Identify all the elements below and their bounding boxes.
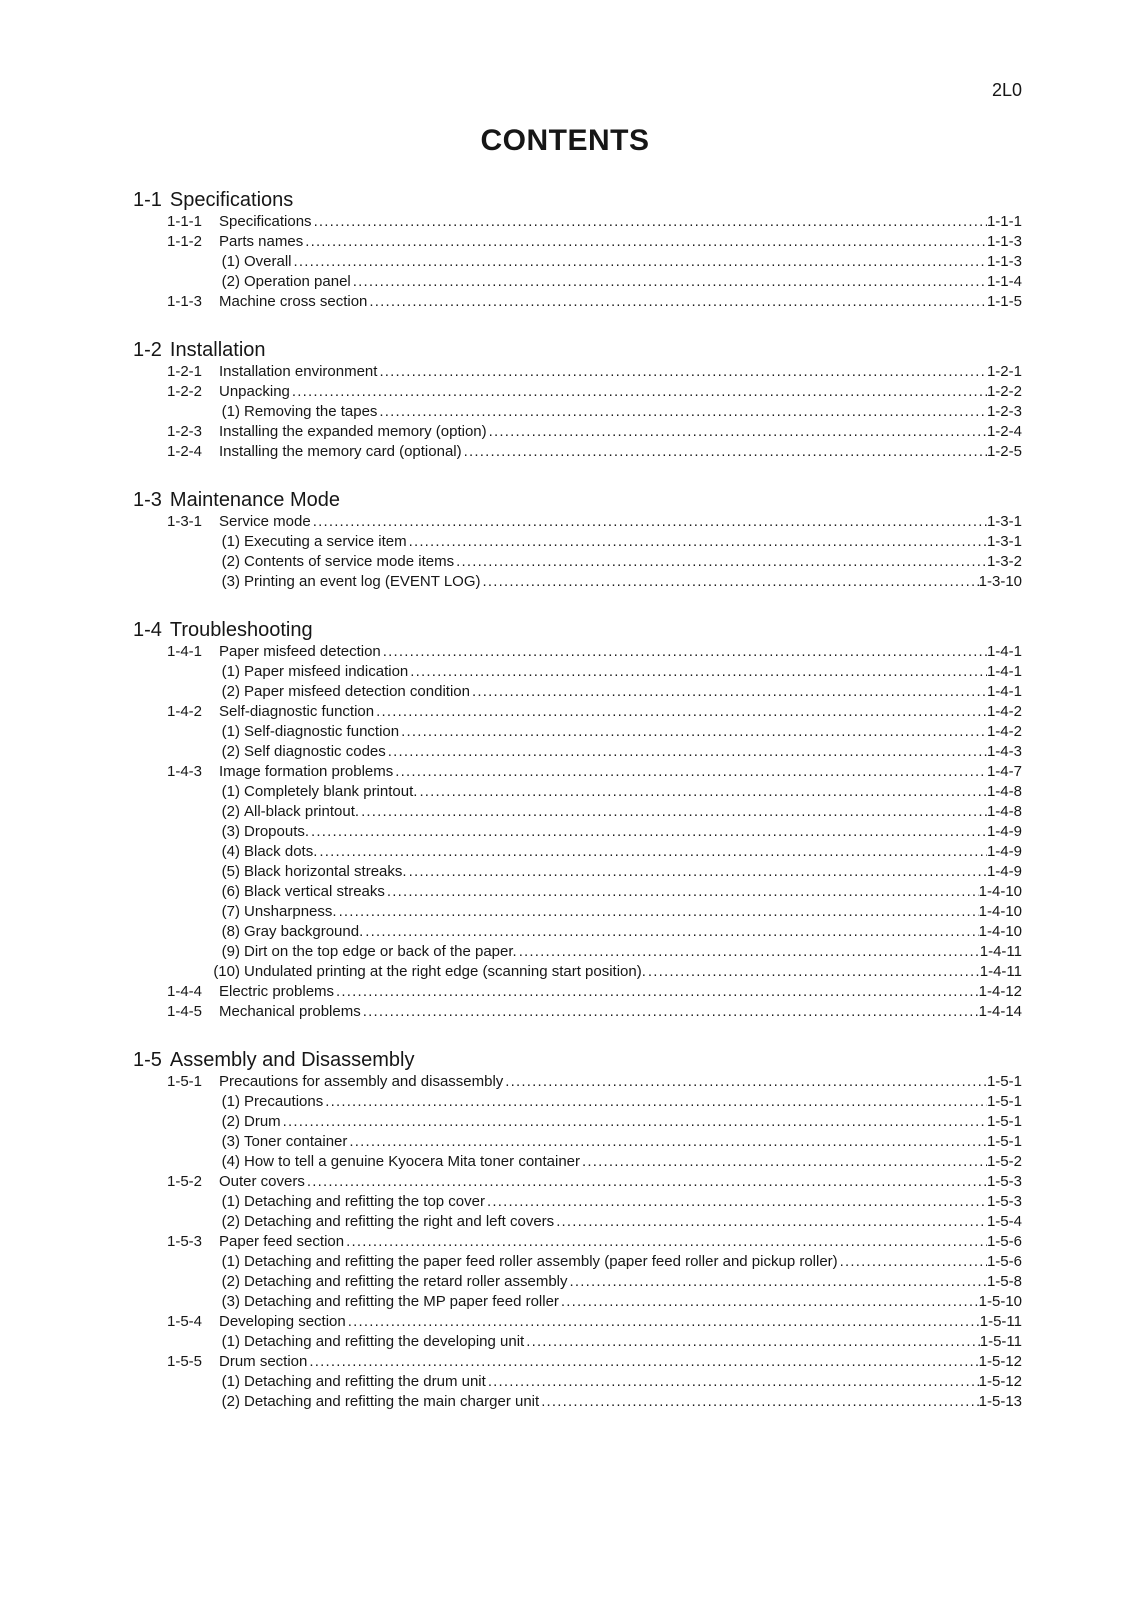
toc-section-number: 1-5: [133, 1049, 162, 1071]
toc-entry-number: 1-5-3: [167, 1233, 203, 1250]
toc-entry-number: (4): [221, 1153, 240, 1170]
toc-entry-number: 1-2-1: [167, 363, 203, 380]
toc-entry: [133, 722, 1022, 742]
toc-entry-page: 1-1-3: [986, 233, 1022, 250]
toc-leader-dots: [303, 232, 987, 252]
toc-entry-page: 1-1-3: [986, 253, 1022, 270]
toc-leader-dots: [323, 1092, 987, 1112]
toc-entry-page: 1-3-1: [986, 513, 1022, 530]
toc-entry-title: Self diagnostic codes: [244, 743, 386, 760]
toc-entry: [133, 802, 1022, 822]
toc-entry-title: Parts names: [219, 233, 304, 250]
toc-entry: [133, 1112, 1022, 1132]
toc-leader-dots: [281, 1112, 987, 1132]
toc-entry-title: Contents of service mode items: [244, 553, 455, 570]
toc-leader-dots: [646, 962, 980, 982]
toc-entry: [133, 1232, 1022, 1252]
toc-leader-dots: [539, 1392, 978, 1412]
toc-section-heading: [133, 188, 1022, 212]
toc-leader-dots: [351, 272, 987, 292]
toc-leader-dots: [307, 1352, 978, 1372]
toc-entry-page: 1-5-6: [986, 1253, 1022, 1270]
toc-section: [133, 488, 1022, 592]
toc-entry: [133, 1272, 1022, 1292]
toc-entry-page: 1-5-11: [979, 1313, 1022, 1330]
toc-entry-number: (2): [221, 273, 240, 290]
toc-section-number: 1-2: [133, 339, 162, 361]
toc-entry: [133, 272, 1022, 292]
toc-entry-page: 1-5-12: [978, 1353, 1022, 1370]
toc-entry-title: Black dots.: [244, 843, 318, 860]
toc-leader-dots: [309, 822, 987, 842]
toc-entry-number: (1): [221, 1093, 240, 1110]
toc-leader-dots: [417, 782, 987, 802]
toc-entry-title: Completely blank printout.: [244, 783, 418, 800]
toc-section-title: Maintenance Mode: [169, 489, 341, 511]
toc-entry-title: Undulated printing at the right edge (scanning start position).: [244, 963, 646, 980]
toc-leader-dots: [486, 1372, 979, 1392]
toc-entry: [133, 922, 1022, 942]
toc-entry-title: Paper misfeed detection condition: [244, 683, 470, 700]
toc-entry: [133, 1152, 1022, 1172]
toc-leader-dots: [334, 982, 979, 1002]
toc-entry: [133, 1002, 1022, 1022]
toc-entry: [133, 382, 1022, 402]
toc-entry: [133, 1392, 1022, 1412]
toc-entry: [133, 1072, 1022, 1092]
toc-entry-page: 1-5-4: [986, 1213, 1022, 1230]
toc-entry-title: Drum: [244, 1113, 281, 1130]
toc-entry: [133, 1352, 1022, 1372]
toc-entry-title: Paper feed section: [219, 1233, 345, 1250]
toc-entry-title: Developing section: [219, 1313, 346, 1330]
toc-entry-number: 1-3-1: [167, 513, 203, 530]
toc-section: [133, 338, 1022, 462]
toc-entry-title: Gray background.: [244, 923, 364, 940]
toc-entry-page: 1-2-3: [986, 403, 1022, 420]
toc-entry-title: Drum section: [219, 1353, 308, 1370]
toc-entry-page: 1-4-11: [979, 963, 1022, 980]
toc-leader-dots: [399, 722, 987, 742]
toc-entry-number: (3): [221, 1293, 240, 1310]
toc-entry-number: (8): [221, 923, 240, 940]
toc-entry-title: Toner container: [244, 1133, 348, 1150]
toc-entry-title: Black horizontal streaks.: [244, 863, 407, 880]
toc-section-heading: [133, 488, 1022, 512]
toc-entry-page: 1-5-10: [978, 1293, 1022, 1310]
toc-section: [133, 1048, 1022, 1412]
toc-entry-page: 1-1-4: [986, 273, 1022, 290]
toc-entry-title: Installation environment: [219, 363, 378, 380]
toc-entry-number: (1): [221, 1373, 240, 1390]
toc-entry-title: Unsharpness.: [244, 903, 337, 920]
toc-entry-title: Precautions for assembly and disassembly: [219, 1073, 504, 1090]
toc-entry-page: 1-4-1: [986, 663, 1022, 680]
toc-entry-title: Black vertical streaks: [244, 883, 385, 900]
toc-entry-number: 1-2-4: [167, 443, 203, 460]
toc-leader-dots: [367, 292, 987, 312]
toc-leader-dots: [361, 1002, 979, 1022]
toc-entry-number: (1): [221, 1333, 240, 1350]
toc-leader-dots: [454, 552, 987, 572]
toc-section-title: Assembly and Disassembly: [169, 1049, 415, 1071]
toc-entry-page: 1-2-2: [986, 383, 1022, 400]
toc-entry-title: Self-diagnostic function: [219, 703, 375, 720]
toc-entry: [133, 902, 1022, 922]
toc-entry-number: (4): [221, 843, 240, 860]
toc-entry: [133, 882, 1022, 902]
toc-entry-page: 1-5-6: [986, 1233, 1022, 1250]
toc-section-title: Specifications: [169, 189, 294, 211]
toc-entry-title: Detaching and refitting the developing unit: [244, 1333, 525, 1350]
toc-entry-number: (5): [221, 863, 240, 880]
toc-entry-number: 1-4-2: [167, 703, 203, 720]
toc-entry-number: (1): [221, 253, 240, 270]
toc-entry-page: 1-5-3: [986, 1173, 1022, 1190]
toc-entry: [133, 552, 1022, 572]
toc-entry-number: 1-5-4: [167, 1313, 203, 1330]
toc-entry-title: Removing the tapes: [244, 403, 378, 420]
toc-entry-page: 1-2-4: [986, 423, 1022, 440]
toc-entry-page: 1-4-10: [978, 883, 1022, 900]
toc-entry-number: (3): [221, 823, 240, 840]
toc-leader-dots: [554, 1212, 987, 1232]
toc-leader-dots: [363, 922, 978, 942]
toc-leader-dots: [292, 252, 987, 272]
toc-entry-page: 1-5-1: [986, 1133, 1022, 1150]
toc-section-title: Installation: [169, 339, 266, 361]
toc-entry-number: (9): [221, 943, 240, 960]
toc-leader-dots: [559, 1292, 979, 1312]
toc-entry-page: 1-2-5: [986, 443, 1022, 460]
toc-section-heading: [133, 338, 1022, 362]
toc-entry-page: 1-5-1: [986, 1073, 1022, 1090]
toc-leader-dots: [381, 642, 987, 662]
toc-entry-page: 1-4-1: [986, 683, 1022, 700]
toc-entry: [133, 512, 1022, 532]
toc-entry-page: 1-4-3: [986, 743, 1022, 760]
toc-entry-number: (2): [221, 683, 240, 700]
toc-entry: [133, 742, 1022, 762]
toc-entry-number: (2): [221, 803, 240, 820]
toc-leader-dots: [312, 212, 987, 232]
toc-entry-page: 1-4-11: [979, 943, 1022, 960]
toc-leader-dots: [317, 842, 987, 862]
toc-section-title: Troubleshooting: [169, 619, 313, 641]
toc-entry-title: Dirt on the top edge or back of the paper.: [244, 943, 517, 960]
toc-entry-page: 1-4-2: [986, 723, 1022, 740]
toc-entry: [133, 532, 1022, 552]
table-of-contents: [133, 188, 1022, 1412]
toc-entry-number: 1-4-1: [167, 643, 203, 660]
toc-leader-dots: [462, 442, 987, 462]
toc-entry-number: 1-4-3: [167, 763, 203, 780]
toc-entry-title: Detaching and refitting the retard roller assembly: [244, 1273, 568, 1290]
toc-entry-number: (2): [221, 1273, 240, 1290]
toc-entry: [133, 962, 1022, 982]
toc-entry: [133, 982, 1022, 1002]
toc-entry-number: (1): [221, 533, 240, 550]
toc-section: [133, 618, 1022, 1022]
toc-entry-title: Detaching and refitting the top cover: [244, 1193, 485, 1210]
toc-entry-page: 1-4-10: [978, 923, 1022, 940]
toc-entry-page: 1-5-1: [986, 1113, 1022, 1130]
toc-section-number: 1-4: [133, 619, 162, 641]
toc-entry-number: (1): [221, 1193, 240, 1210]
toc-leader-dots: [407, 862, 987, 882]
toc-entry-page: 1-4-8: [986, 783, 1022, 800]
toc-leader-dots: [359, 802, 987, 822]
toc-leader-dots: [408, 662, 987, 682]
toc-entry-number: (1): [221, 1253, 240, 1270]
toc-entry-title: Precautions: [244, 1093, 324, 1110]
toc-entry-page: 1-5-12: [978, 1373, 1022, 1390]
toc-entry-title: Executing a service item: [244, 533, 407, 550]
toc-leader-dots: [311, 512, 987, 532]
toc-entry-page: 1-4-12: [978, 983, 1022, 1000]
toc-entry: [133, 1312, 1022, 1332]
toc-leader-dots: [374, 702, 987, 722]
toc-entry-page: 1-5-11: [979, 1333, 1022, 1350]
toc-entry-title: Detaching and refitting the paper feed roller assembly (paper feed roller and pickup roller): [244, 1253, 838, 1270]
toc-entry-page: 1-5-3: [986, 1193, 1022, 1210]
toc-entry-number: (2): [221, 743, 240, 760]
toc-entry-number: 1-5-5: [167, 1353, 203, 1370]
toc-leader-dots: [470, 682, 987, 702]
toc-entry-page: 1-3-10: [978, 573, 1022, 590]
toc-entry-title: Installing the memory card (optional): [219, 443, 462, 460]
toc-entry-title: Machine cross section: [219, 293, 368, 310]
toc-entry-title: Dropouts.: [244, 823, 310, 840]
toc-entry-title: Service mode: [219, 513, 311, 530]
toc-entry: [133, 1092, 1022, 1112]
toc-entry-title: Electric problems: [219, 983, 335, 1000]
toc-entry-number: (1): [221, 663, 240, 680]
toc-section-heading: [133, 1048, 1022, 1072]
toc-entry: [133, 942, 1022, 962]
toc-entry-page: 1-1-5: [986, 293, 1022, 310]
toc-entry: [133, 842, 1022, 862]
doc-code: 2L0: [991, 80, 1022, 100]
toc-entry: [133, 782, 1022, 802]
toc-entry-page: 1-4-1: [986, 643, 1022, 660]
toc-leader-dots: [517, 942, 980, 962]
toc-entry-page: 1-5-8: [986, 1273, 1022, 1290]
toc-leader-dots: [386, 742, 987, 762]
toc-section-heading: [133, 618, 1022, 642]
toc-entry: [133, 212, 1022, 232]
toc-entry-title: Detaching and refitting the MP paper feed roller: [244, 1293, 559, 1310]
toc-entry-number: (6): [221, 883, 240, 900]
toc-entry-number: 1-1-3: [167, 293, 203, 310]
toc-entry: [133, 1292, 1022, 1312]
toc-entry-number: 1-4-4: [167, 983, 203, 1000]
toc-leader-dots: [481, 572, 979, 592]
toc-entry: [133, 1172, 1022, 1192]
toc-entry-title: Operation panel: [244, 273, 351, 290]
toc-leader-dots: [305, 1172, 987, 1192]
toc-entry-page: 1-2-1: [986, 363, 1022, 380]
toc-entry: [133, 572, 1022, 592]
toc-leader-dots: [393, 762, 987, 782]
toc-entry-number: 1-5-2: [167, 1173, 203, 1190]
toc-leader-dots: [580, 1152, 987, 1172]
toc-entry-page: 1-5-1: [986, 1093, 1022, 1110]
toc-entry-number: (2): [221, 1213, 240, 1230]
toc-entry: [133, 762, 1022, 782]
toc-entry-page: 1-4-7: [986, 763, 1022, 780]
toc-entry-title: Overall: [244, 253, 292, 270]
toc-entry-title: Outer covers: [219, 1173, 305, 1190]
toc-entry: [133, 362, 1022, 382]
toc-leader-dots: [347, 1132, 987, 1152]
toc-entry-number: 1-1-2: [167, 233, 203, 250]
toc-entry-number: 1-2-2: [167, 383, 203, 400]
toc-entry: [133, 662, 1022, 682]
toc-section-number: 1-3: [133, 489, 162, 511]
toc-entry: [133, 1212, 1022, 1232]
toc-entry: [133, 1192, 1022, 1212]
toc-leader-dots: [337, 902, 979, 922]
toc-entry: [133, 422, 1022, 442]
page-title: CONTENTS: [480, 124, 650, 157]
toc-entry-page: 1-4-9: [986, 823, 1022, 840]
toc-leader-dots: [524, 1332, 980, 1352]
toc-entry-page: 1-4-9: [986, 843, 1022, 860]
toc-leader-dots: [407, 532, 987, 552]
toc-entry-title: All-black printout.: [244, 803, 360, 820]
toc-entry: [133, 1332, 1022, 1352]
toc-entry-page: 1-4-10: [978, 903, 1022, 920]
toc-entry-title: Unpacking: [219, 383, 290, 400]
toc-entry-number: (1): [221, 723, 240, 740]
toc-entry-number: (1): [221, 403, 240, 420]
toc-leader-dots: [485, 1192, 987, 1212]
toc-entry: [133, 862, 1022, 882]
toc-entry-number: (3): [221, 573, 240, 590]
toc-entry-number: (10): [213, 963, 240, 980]
toc-entry: [133, 252, 1022, 272]
toc-entry-title: Paper misfeed indication: [244, 663, 409, 680]
toc-leader-dots: [838, 1252, 987, 1272]
toc-entry: [133, 232, 1022, 252]
toc-entry: [133, 442, 1022, 462]
toc-entry-page: 1-5-2: [986, 1153, 1022, 1170]
toc-entry-title: Paper misfeed detection: [219, 643, 381, 660]
toc-leader-dots: [290, 382, 987, 402]
toc-entry-page: 1-1-1: [986, 213, 1022, 230]
toc-entry-page: 1-4-9: [986, 863, 1022, 880]
toc-entry: [133, 822, 1022, 842]
toc-entry-title: Detaching and refitting the right and left covers: [244, 1213, 555, 1230]
toc-leader-dots: [503, 1072, 987, 1092]
toc-entry-title: Mechanical problems: [219, 1003, 361, 1020]
toc-section: [133, 188, 1022, 312]
toc-entry-number: (3): [221, 1133, 240, 1150]
toc-entry: [133, 1132, 1022, 1152]
toc-entry: [133, 402, 1022, 422]
toc-entry: [133, 1372, 1022, 1392]
toc-entry-page: 1-3-2: [986, 553, 1022, 570]
toc-entry-number: 1-5-1: [167, 1073, 203, 1090]
toc-entry-page: 1-4-2: [986, 703, 1022, 720]
toc-entry: [133, 642, 1022, 662]
toc-leader-dots: [377, 402, 987, 422]
toc-entry-title: Installing the expanded memory (option): [219, 423, 487, 440]
toc-entry-number: 1-1-1: [167, 213, 203, 230]
toc-entry-number: (7): [221, 903, 240, 920]
toc-leader-dots: [568, 1272, 987, 1292]
toc-entry-title: How to tell a genuine Kyocera Mita toner container: [244, 1153, 581, 1170]
toc-entry: [133, 702, 1022, 722]
toc-entry-title: Self-diagnostic function: [244, 723, 400, 740]
toc-entry-number: 1-2-3: [167, 423, 203, 440]
toc-entry-title: Detaching and refitting the drum unit: [244, 1373, 486, 1390]
toc-entry-title: Image formation problems: [219, 763, 394, 780]
toc-leader-dots: [385, 882, 979, 902]
toc-entry-title: Printing an event log (EVENT LOG): [244, 573, 481, 590]
toc-entry-number: 1-4-5: [167, 1003, 203, 1020]
toc-section-number: 1-1: [133, 189, 162, 211]
toc-entry-title: Specifications: [219, 213, 312, 230]
toc-entry: [133, 292, 1022, 312]
toc-leader-dots: [344, 1232, 987, 1252]
toc-leader-dots: [346, 1312, 980, 1332]
toc-leader-dots: [377, 362, 987, 382]
toc-entry-page: 1-4-14: [978, 1003, 1022, 1020]
toc-entry-page: 1-5-13: [978, 1393, 1022, 1410]
toc-leader-dots: [487, 422, 987, 442]
toc-entry-number: (1): [221, 783, 240, 800]
toc-entry-number: (2): [221, 1393, 240, 1410]
toc-entry-number: (2): [221, 1113, 240, 1130]
toc-entry: [133, 682, 1022, 702]
toc-entry-page: 1-4-8: [986, 803, 1022, 820]
toc-entry-number: (2): [221, 553, 240, 570]
toc-entry: [133, 1252, 1022, 1272]
toc-entry-page: 1-3-1: [986, 533, 1022, 550]
toc-entry-title: Detaching and refitting the main charger unit: [244, 1393, 540, 1410]
